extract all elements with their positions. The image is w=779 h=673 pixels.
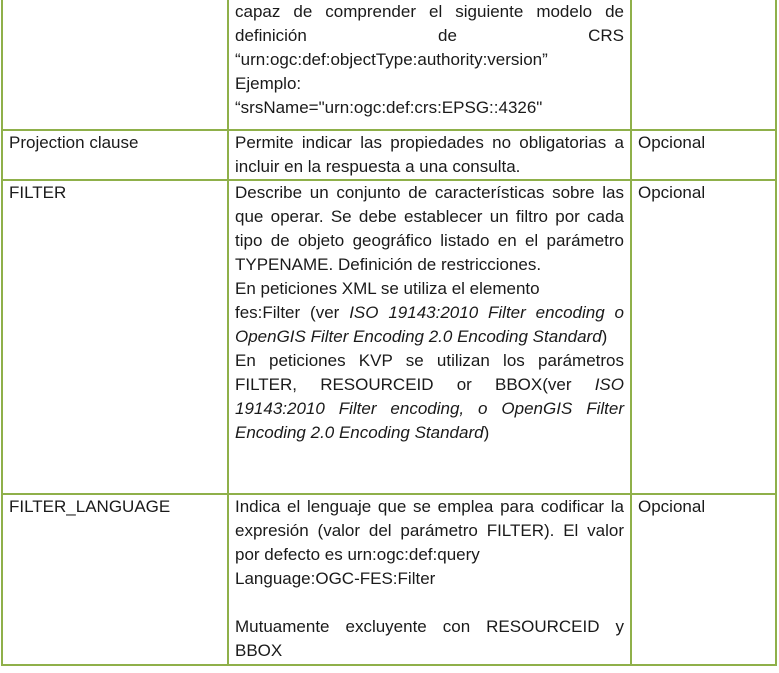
description-line bbox=[235, 24, 624, 48]
description-line: Language:OGC-FES:Filter bbox=[235, 569, 436, 588]
param-description-cell bbox=[228, 494, 631, 665]
table-row bbox=[2, 494, 776, 665]
description-paragraph: Mutuamente excluyente con RESOURCEID y BBOX bbox=[235, 617, 624, 660]
parameters-table bbox=[1, 0, 777, 666]
param-status-cell: Opcional bbox=[631, 494, 776, 665]
description-paragraph bbox=[235, 277, 624, 349]
description-paragraph bbox=[235, 349, 624, 445]
description-paragraph: Describe un conjunto de características sobre las que operar. Se debe establecer un filtro por cada tipo de objeto geográfico listado en el parámetro TYPENAME. Definición de restricciones. bbox=[235, 183, 624, 274]
description-line: capaz de comprender el siguiente modelo de bbox=[235, 2, 624, 21]
description-text bbox=[235, 301, 624, 349]
description-word: CRS bbox=[588, 26, 624, 45]
param-status-cell: Opcional bbox=[631, 130, 776, 180]
paragraph-gap bbox=[235, 591, 624, 615]
description-line: “srsName="urn:ogc:def:crs:EPSG::4326" bbox=[235, 98, 543, 117]
description-line: “urn:ogc:def:objectType:authority:version” bbox=[235, 50, 548, 69]
param-description-cell: Permite indicar las propiedades no obligatorias a incluir en la respuesta a una consulta. bbox=[228, 130, 631, 180]
table-row bbox=[2, 180, 776, 494]
standard-reference: ISO 19143:2010 Filter encoding, o OpenGIS Filter Encoding 2.0 Encoding Standard bbox=[235, 375, 624, 442]
table-row bbox=[2, 130, 776, 180]
param-name-cell: FILTER bbox=[2, 180, 228, 494]
description-paragraph: Indica el lenguaje que se emplea para codificar la expresión (valor del parámetro FILTER). El valor por defecto es urn:ogc:def:query bbox=[235, 497, 624, 564]
description-text: En peticiones KVP se utilizan los parámetros FILTER, RESOURCEID or BBOX(ver bbox=[235, 351, 624, 394]
description-word: definición bbox=[235, 26, 307, 45]
description-word: de bbox=[438, 26, 457, 45]
param-name-cell: Projection clause bbox=[2, 130, 228, 180]
standard-reference: ISO 19143:2010 Filter encoding o OpenGIS Filter Encoding 2.0 Encoding Standard bbox=[235, 303, 624, 346]
param-status-cell: Opcional bbox=[631, 180, 776, 494]
table-row bbox=[2, 0, 776, 130]
description-text: ) bbox=[483, 423, 490, 442]
param-description-cell bbox=[228, 180, 631, 494]
param-description-cell bbox=[228, 0, 631, 130]
param-name-cell bbox=[2, 0, 228, 130]
description-text: ) bbox=[601, 327, 608, 346]
description-text: fes:Filter (ver bbox=[235, 303, 350, 322]
param-name-cell: FILTER_LANGUAGE bbox=[2, 494, 228, 665]
description-line: Ejemplo: bbox=[235, 74, 302, 93]
description-line: En peticiones XML se utiliza el elemento bbox=[235, 279, 540, 298]
param-status-cell bbox=[631, 0, 776, 130]
